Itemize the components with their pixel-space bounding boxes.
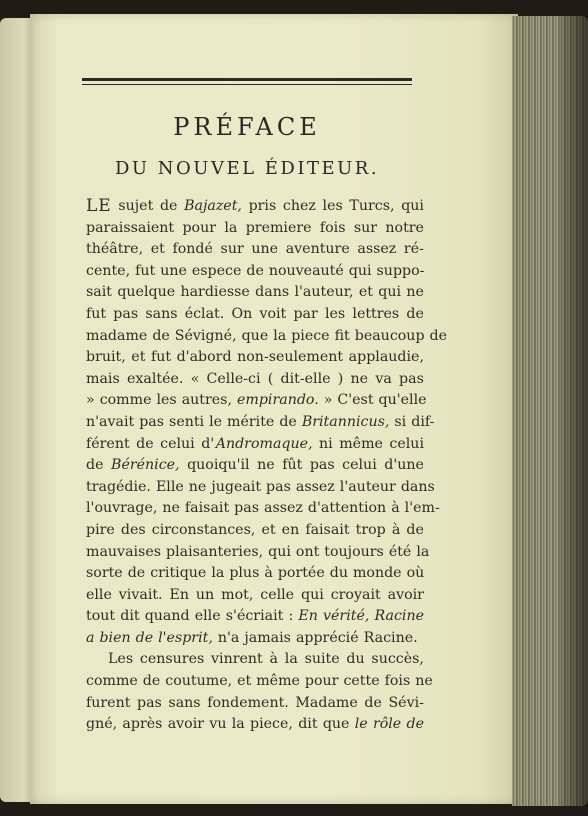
word: pour [304,673,339,690]
word: bien [99,629,131,646]
word: vinrent [211,651,263,668]
word: pas [139,413,165,430]
word: autres, [181,392,232,409]
word: ne [162,500,180,517]
text-line [86,498,440,520]
text-line [86,714,424,736]
word: qu'elle [378,392,427,409]
text-line [86,239,424,261]
word: pas [234,500,259,517]
word: elle [194,608,221,625]
word: ( [267,370,274,387]
word: rôle [372,716,402,733]
word: où [406,565,425,582]
word: « [190,370,200,387]
word: assez [357,241,397,258]
word: vu [209,716,227,733]
word: les [156,392,177,409]
word: un [195,586,215,603]
word: LE [86,196,112,216]
word: le [354,716,368,733]
word: avoir [167,716,205,733]
word: vivait. [118,586,163,603]
word: notre [385,219,424,236]
word: mauvaises [86,543,162,560]
word: pas [399,370,424,387]
word: » [323,392,333,409]
word: à [269,651,278,668]
word: Madame [295,694,358,711]
word: dit-elle [280,370,331,387]
word: dans [255,284,290,301]
word: Sévigné, [174,327,237,344]
cover-shadow [560,16,588,806]
word: cente, [86,262,131,279]
header-rule-thick [82,78,412,81]
word: avoir [387,586,424,603]
word: pas [137,694,162,711]
word: fondé [172,241,213,258]
word: mérite [227,413,275,430]
word: Elle [155,478,184,495]
text-line [86,282,424,304]
text-line [86,606,424,628]
word: qui [378,284,402,301]
word: sait [86,284,112,301]
word: ne [415,673,433,690]
text-line [86,455,424,477]
page-title: PRÉFACE [173,113,321,141]
word: du [329,565,348,582]
word: l'auteur, [294,284,354,301]
word: après [122,716,163,733]
text-line [86,218,424,240]
word: d' [201,435,215,452]
word: Andromaque, [215,435,313,452]
text-line [86,628,424,650]
word: à [391,521,401,538]
word: monde [352,565,402,582]
word: » [86,392,95,409]
word: si [394,413,407,430]
word: de [406,716,424,733]
text-line [86,196,424,218]
word: jamais [244,629,291,646]
word: ne [257,457,275,474]
word: ) [337,370,344,387]
word: apprécié [295,629,359,646]
word: s'écriait [225,608,284,625]
word: de [86,457,104,474]
word: beaucoup [354,327,425,344]
text-line [86,304,424,326]
word: une [160,262,187,279]
word: éclat. [184,305,225,322]
word: ne [406,284,424,301]
word: applaudie, [348,349,424,366]
word: Sévi- [388,694,424,711]
word: suppo- [376,262,425,279]
word: Turcs, [349,198,395,214]
word: dans [400,478,435,495]
word: de [142,673,161,690]
word: qui [268,543,291,560]
word: de [364,694,382,711]
word: Racine. [363,629,418,646]
word: celui [160,435,195,452]
header-rule-thin [82,84,412,85]
word: sujet [118,198,154,214]
word: le [209,413,223,430]
word: qui [348,262,372,279]
word: la [231,716,245,733]
word: plus [229,565,260,582]
word: mais [86,370,120,387]
word: quelque [117,284,176,301]
text-line [86,671,433,693]
word: en [281,521,300,538]
word: sur [353,219,378,236]
word: jugeait [211,478,262,495]
page-subtitle: DU NOUVEL ÉDITEUR. [114,158,380,179]
word: : [288,608,294,625]
word: espece [191,262,242,279]
word: la [273,327,287,344]
word: sans [145,305,178,322]
word: fût [282,457,303,474]
word: et [261,521,276,538]
word: fit [334,327,350,344]
word: dit [298,716,318,733]
text-line [86,369,424,391]
word: Celle-ci [206,370,261,387]
word: chez [282,198,316,214]
word: pire [86,521,115,538]
word: fut [86,305,107,322]
word: de [406,305,424,322]
word: et [358,284,373,301]
word: les [324,305,346,322]
word: voit [259,305,287,322]
word: dif- [411,413,435,430]
word: la [211,565,225,582]
word: et [131,349,146,366]
word: assez [295,478,335,495]
word: à [264,565,273,582]
word: gné, [86,716,118,733]
word: de [246,262,264,279]
word: bruit, [86,349,126,366]
word: l'ouvrage, [86,500,158,517]
word: tout [86,608,116,625]
word: circonstances, [151,521,256,538]
word: faisait [305,521,350,538]
word: censures [139,651,205,668]
word: ont [295,543,320,560]
word: Les [108,651,134,668]
word: qui [401,198,424,214]
word: fois [319,219,346,236]
word: de [429,327,448,344]
word: de [406,521,424,538]
word: furent [86,694,131,711]
word: quoiqu'il [187,457,250,474]
word: fut [135,262,156,279]
word: comme [86,673,138,690]
word: non-seulement [237,349,344,366]
word: la [416,543,430,560]
text-line [86,347,424,369]
word: de [159,198,178,214]
word: que [241,327,269,344]
text-line [86,649,424,671]
word: la [284,651,298,668]
word: ne [350,370,369,387]
word: que [322,716,350,733]
body-text [86,196,448,736]
text-line [86,412,435,434]
word: celui [389,435,424,452]
word: critique [150,565,207,582]
word: exaltée. [126,370,184,387]
word: vérité, [323,608,370,625]
word: de [135,629,154,646]
word: suite [304,651,340,668]
word: fondement. [207,694,289,711]
word: de [152,327,170,344]
word: senti [169,413,205,430]
word: tragédie. [86,478,151,495]
word: piece, [250,716,293,733]
word: et [237,673,252,690]
word: quand [144,608,190,625]
word: plaisanteries, [166,543,264,560]
word: celui [342,457,377,474]
word: la [224,219,238,236]
word: paraissaient [86,219,175,236]
word: hardiesse [180,284,250,301]
word: férent [86,435,130,452]
word: théâtre, [86,241,144,258]
word: sorte [86,565,123,582]
word: faisait [184,500,230,517]
word: Bérénice, [111,457,180,474]
word: de [127,565,146,582]
word: sur [220,241,244,258]
word: On [231,305,253,322]
word: coutume, [165,673,233,690]
word: sans [168,694,201,711]
word: du [346,651,365,668]
word: pas [113,305,139,322]
word: même [339,435,383,452]
word: d'attention [307,500,387,517]
word: dit [120,608,140,625]
word: aventure [285,241,350,258]
word: par [293,305,318,322]
word: pas [266,478,291,495]
word: Bajazet, [184,198,242,214]
word: l'em- [404,500,440,517]
word: madame [86,327,148,344]
word: pas [309,457,335,474]
word: portée [277,565,325,582]
word: lettres [352,305,400,322]
word: celle [260,586,295,603]
word: n'a [217,629,240,646]
word: l'auteur [339,478,396,495]
word: ne [188,478,207,495]
word: fut [150,349,172,366]
word: assez [263,500,303,517]
text-line [86,563,424,585]
word: d'abord [176,349,232,366]
word: succès, [371,651,424,668]
word: comme [99,392,152,409]
word: pour [182,219,217,236]
word: et [150,241,165,258]
word: piece [291,327,330,344]
word: pris [248,198,277,214]
word: empirando. [236,392,319,409]
word: Britannicus, [301,413,390,430]
word: ré- [403,241,424,258]
word: qui [301,586,324,603]
word: trop [355,521,386,538]
word: nouveauté [268,262,344,279]
word: été [388,543,412,560]
word: elle [86,586,112,603]
word: de [136,435,154,452]
word: cette [343,673,380,690]
word: En [169,586,189,603]
text-line [86,585,424,607]
word: à [391,500,400,517]
text-line [86,261,424,283]
text-line [86,477,435,499]
text-line [86,326,448,348]
word: En [298,608,318,625]
word: premiere [245,219,312,236]
text-line [86,434,424,456]
word: fois [384,673,411,690]
word: ni [319,435,333,452]
word: de [279,413,297,430]
word: n'avait [86,413,135,430]
word: même [256,673,300,690]
word: C'est [337,392,374,409]
word: les [322,198,343,214]
word: croyait [330,586,381,603]
text-line [86,542,430,564]
word: l'esprit, [158,629,213,646]
text-line [86,390,427,412]
word: une [251,241,279,258]
facing-page-edge [0,18,34,802]
word: a [86,629,95,646]
word: va [375,370,392,387]
text-line [86,520,424,542]
word: mot, [221,586,254,603]
word: Racine [374,608,424,625]
text-line [86,693,424,715]
word: toujours [324,543,384,560]
word: d'une [384,457,424,474]
word: des [120,521,146,538]
